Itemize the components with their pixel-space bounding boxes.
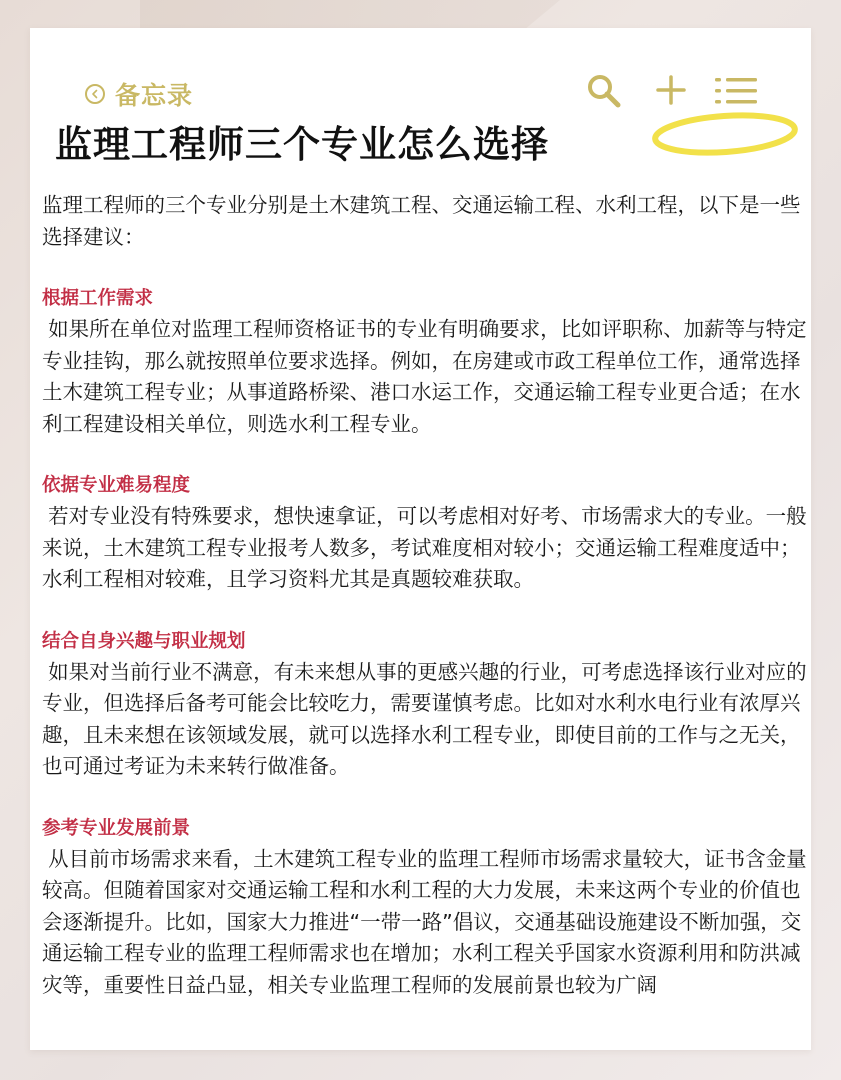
page-title: 监理工程师三个专业怎么选择: [55, 123, 549, 166]
back-label: 备忘录: [115, 81, 194, 110]
section-heading: 结合自身兴趣与职业规划: [42, 630, 246, 652]
section-body: 如果所在单位对监理工程师资格证书的专业有明确要求，比如评职称、加薪等与特定专业挂钩，那么就按照单位要求选择。例如，在房建或市政工程单位工作，通常选择土木建筑工程专业；从事道路桥梁、港口水运工作，交通运输工程专业更合适；在水利工程建设相关单位，则选水利工程专业。: [42, 317, 807, 436]
section-interest-career: [42, 627, 807, 783]
note-card: [30, 28, 811, 1050]
intro-paragraph: 监理工程师的三个专业分别是土木建筑工程、交通运输工程、水利工程，以下是一些选择建议：: [42, 193, 801, 249]
list-icon[interactable]: [715, 76, 759, 110]
chevron-left-icon: [85, 84, 105, 104]
section-heading: 根据工作需求: [42, 288, 154, 309]
section-body: 如果对当前行业不满意，有未来想从事的更感兴趣的行业，可考虑选择该行业对应的专业，但选择后备考可能会比较吃力，需要谨慎考虑。比如对水利水电行业有浓厚兴趣，且未来想在该领域发展，就可以选择水利工程专业，即使目前的工作与之无关，也可通过考证为未来转行做准备。: [42, 659, 807, 778]
background-decoration: [140, 0, 560, 28]
search-icon[interactable]: [585, 72, 625, 116]
section-work-requirements: [42, 284, 807, 440]
note-header: [30, 28, 811, 178]
highlight-circle-decoration: [650, 108, 800, 158]
section-body: 从目前市场需求来看，土木建筑工程专业的监理工程师市场需求量较大，证书含金量较高。但随着国家对交通运输工程和水利工程的大力发展，未来这两个专业的价值也会逐渐提升。比如，国家大力推进“一带一路”倡议，交通基础设施建设不断加强，交通运输工程专业的监理工程师需求也在增加；水利工程关乎国家水资源利用和防洪减灾等，重要性日益凸显，相关专业监理工程师的发展前景也较为广阔: [42, 846, 807, 997]
back-button[interactable]: [85, 76, 193, 112]
section-difficulty: [42, 471, 807, 596]
note-body: [42, 190, 807, 1032]
section-body: 若对专业没有特殊要求，想快速拿证，可以考虑相对好考、市场需求大的专业。一般来说，土木建筑工程专业报考人数多，考试难度相对较小；交通运输工程难度适中；水利工程相对较难，且学习资料尤其是真题较难获取。: [42, 504, 807, 591]
toolbar: [585, 72, 785, 112]
section-prospects: [42, 814, 807, 1002]
section-heading: 依据专业难易程度: [42, 475, 191, 496]
section-heading: 参考专业发展前景: [42, 817, 191, 839]
plus-icon[interactable]: [655, 74, 687, 110]
